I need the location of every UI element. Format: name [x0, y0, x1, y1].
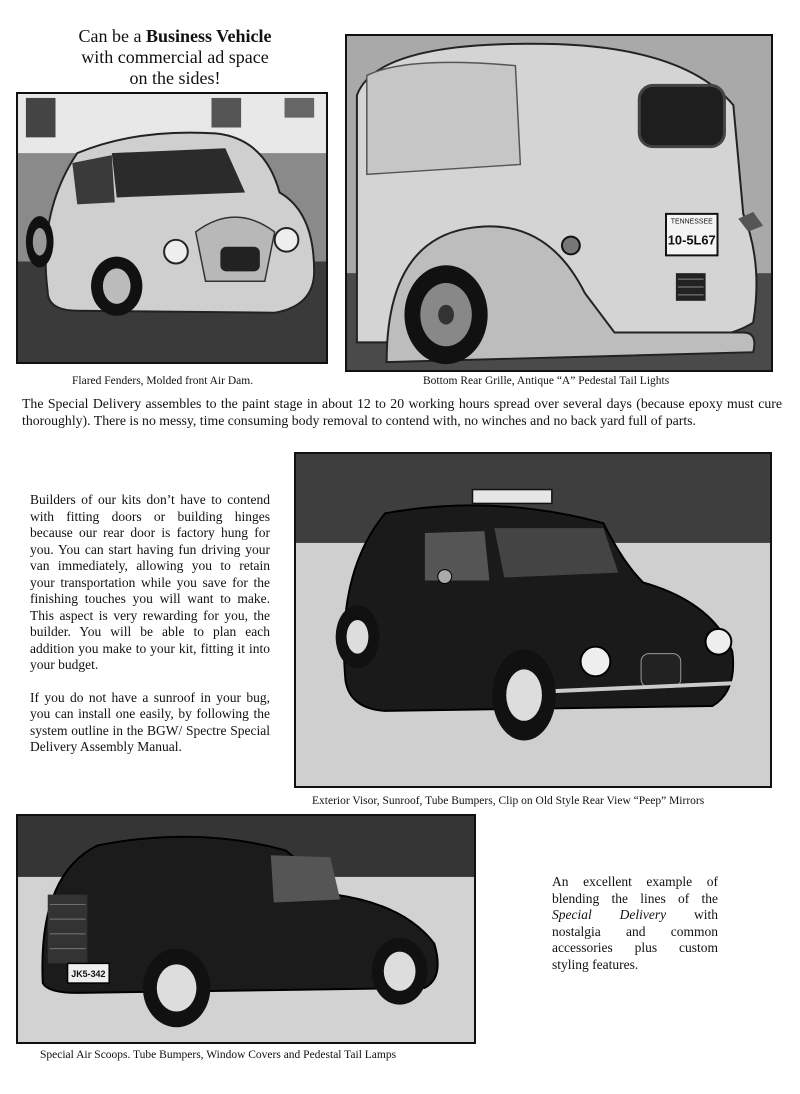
headline-bold: Business Vehicle: [145, 26, 272, 46]
photo-silver-van-front: [16, 92, 328, 364]
caption-photo3: Exterior Visor, Sunroof, Tube Bumpers, Clip on Old Style Rear View “Peep” Mirrors: [312, 795, 705, 807]
license-plate-rear: 10-5L67: [667, 232, 716, 248]
headline-prefix: Can be a: [78, 26, 146, 46]
headline-line2: with commercial ad space: [81, 47, 269, 67]
caption-photo2: Bottom Rear Grille, Antique “A” Pedestal Tail Lights: [423, 375, 670, 387]
photo-black-van-rear: [16, 814, 476, 1044]
example-text: [552, 874, 718, 973]
example-italic: Special Delivery: [552, 907, 667, 922]
photo-silver-van-rear: [345, 34, 773, 372]
sunroof-paragraph: If you do not have a sunroof in your bug, you can install one easily, by following the system outline in the BGW/ Spectre Special Delivery Assembly Manual.: [30, 689, 270, 754]
headline: [40, 26, 310, 89]
caption-photo4: Special Air Scoops. Tube Bumpers, Window Covers and Pedestal Tail Lamps: [40, 1049, 397, 1061]
license-plate-black-van: JK5-342: [71, 969, 106, 980]
builders-paragraph: Builders of our kits don’t have to contend with fitting doors or building hinges because our rear door is factory hung for you. You can start having fun driving your van immediately, allowing you to retain your transportation while you save for the finishing touches you will want to make. This aspect is very rewarding for you, the builder. You will be able to plan each addition you make to your kit, fitting it into your budget.: [30, 492, 270, 672]
example-prefix: An excellent example of blending the lines of the: [552, 874, 718, 906]
intro-paragraph: The Special Delivery assembles to the paint stage in about 12 to 20 working hours spread over several days (because epoxy must cure thoroughly). There is no messy, time consuming body removal to contend with, no winches and no back yard full of parts.: [22, 396, 782, 428]
headline-line3: on the sides!: [129, 68, 221, 88]
caption-photo1: Flared Fenders, Molded front Air Dam.: [72, 375, 254, 387]
builders-text: [30, 492, 270, 772]
example-suffix: with nostalgia and common accessories plus custom styling features.: [552, 907, 718, 972]
photo-black-van-front: [294, 452, 772, 788]
plate-header-rear: TENNESSEE: [670, 218, 713, 226]
